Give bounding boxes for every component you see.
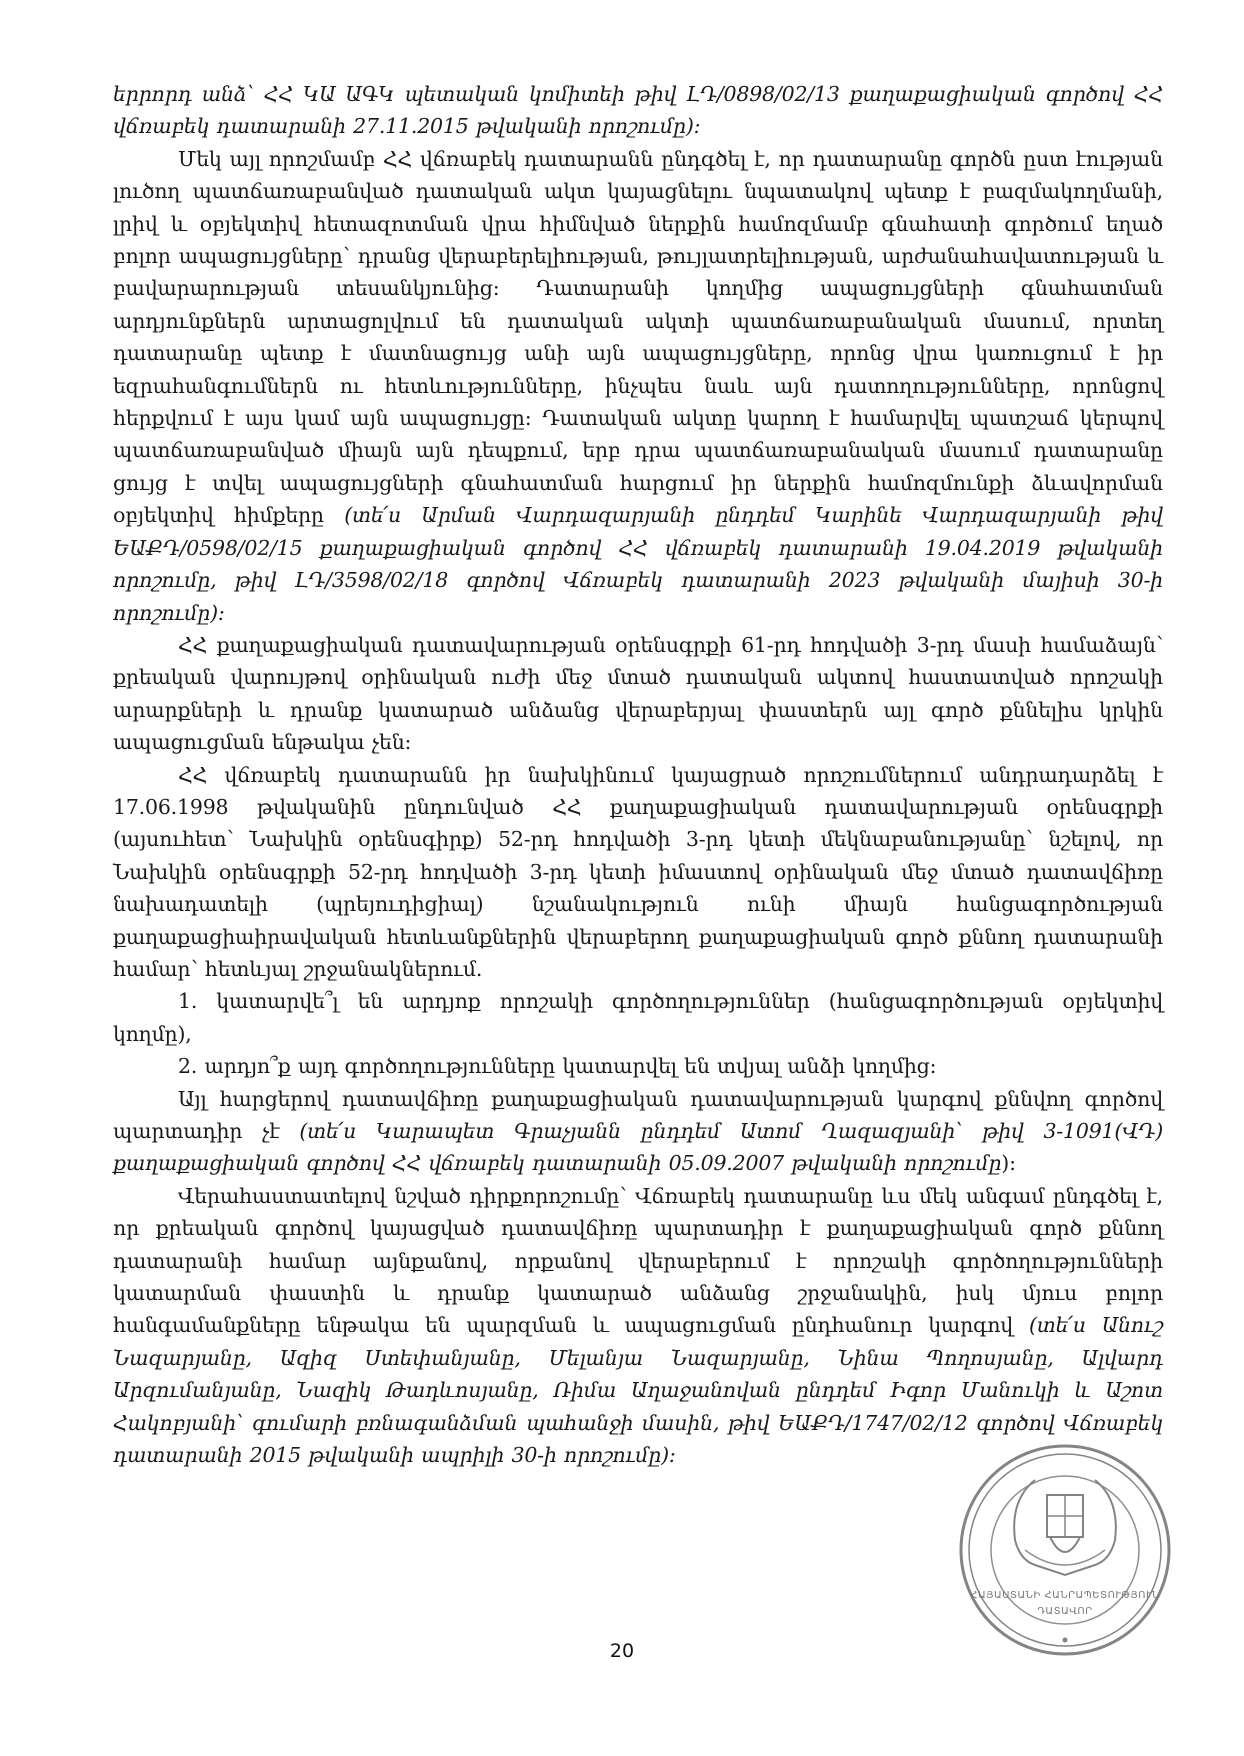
case-citation: (տե՛ս Անուշ Նազարյանը, Ազիզ Ստեփանյանը, Մելանյա Նազարյանը, Նինա Պողոսյանը, Ալվարդ Արզումանյանը, Նազիկ Թադևոսյանը, Ռիմա Աղաջանովան ընդդեմ Իգոր Մանուկի և Աշոտ Հակոբյանի՝ գումարի բռնագանձման պահանջի մասին, թիվ ԵԱՔԴ/1747/02/12 գործով Վճռաբեկ դատարանի 2015 թվականի ապրիլի 30-ի որոշումը): [113,1313,1163,1468]
seal-label-line2: ԴԱՏԱՎՈՐ [1037,1606,1093,1617]
paragraph-other-issues [113,1083,1163,1180]
paragraph-previous-code [113,759,1163,986]
text-run: Մեկ այլ որոշմամբ ՀՀ վճռաբեկ դատարանն ընդգծել է, որ դատարանը գործն ըստ էության լուծող պատճառաբանված դատական ակտ կայացնելու նպատակով պետք է բազմակողմանի, լրիվ և օբյեկտիվ հետազոտման վրա հիմնված ներքին համոզմամբ գնահատի գործում եղած բոլոր ապացույցները՝ դրանց վերաբերելիության, թույլատրելիության, արժանահավատության և բավարարության տեսանկյունից: Դատարանի կողմից ապացույցների գնահատման արդյունքներն արտացոլվում են դատական ակտի պատճառաբանական մասում, որտեղ դատարանը պետք է մատնացույց անի այն ապացույցները, որոնց վրա կառուցում է իր եզրահանգումներն ու հետևությունները, ինչպես նաև այն դատողությունները, որոնցով հերքվում է այս կամ այն ապացույցը: Դատական ակտը կարող է համարվել պատշաճ կերպով պատճառաբանված միայն այն դեպքում, երբ դրա պատճառաբանական մասում դատարանը ցույց է տվել ապացույցների գնահատման հարցում իր ներքին համոզմունքի ձևավորման օբյեկտիվ հիմքերը [113,146,1163,528]
paragraph-article-61 [113,629,1163,759]
seal-label-line1: ՀԱՅԱՍՏԱՆԻ ՀԱՆՐԱՊԵՏՈՒԹՅՈՒՆ [970,1590,1160,1601]
paragraph-continuation [113,78,1163,143]
text-run: Վերահաստատելով նշված դիրքորոշումը՝ Վճռաբեկ դատարանը ևս մեկ անգամ ընդգծել է, որ քրեական գործով կայացված դատավճիռը պարտադիր է քաղաքացիական գործ քննող դատարանի համար այնքանով, որքանով վերաբերում է որոշակի գործողությունների կատարման փաստին և դրանք կատարած անձանց շրջանակին, իսկ մյուս բոլոր հանգամանքները ենթակա են պարզման և ապացուցման ընդհանուր կարգով [113,1183,1163,1338]
page-number: 20 [609,1640,635,1662]
paragraph-evidence-assessment [113,143,1163,629]
text-run: ՀՀ քաղաքացիական դատավարության օրենսգրքի 61-րդ հոդվածի 3-րդ մասի համաձայն՝ քրեական վարույթով օրինական ուժի մեջ մտած դատական ակտով հաստատված որոշակի արարքների և դրանք կատարած անձանց վերաբերյալ փաստերն այլ գործ քննելիս կրկին ապացուցման ենթակա չեն: [113,632,1163,755]
case-citation: (տե՛ս Արման Վարդազարյանի ընդդեմ Կարինե Վարդազարյանի թիվ ԵԱՔԴ/0598/02/15 քաղաքացիական գործով ՀՀ վճռաբեկ դատարանի 19.04.2019 թվականի որոշումը, թիվ ԼԴ/3598/02/18 գործով Վճռաբեկ դատարանի 2023 թվականի մայիսի 30-ի որոշումը): [113,503,1163,625]
text-run: ՀՀ վճռաբեկ դատարանն իր նախկինում կայացրած որոշումներում անդրադարձել է 17.06.1998 թվականին ընդունված ՀՀ քաղաքացիական դատավարության օրենսգրքի (այսուհետ՝ Նախկին օրենսգիրք) 52-րդ հոդվածի 3-րդ կետի մեկնաբանությանը՝ նշելով, որ Նախկին օրենսգրքի 52-րդ հոդվածի 3-րդ կետի իմաստով օրինական մեջ մտած դատավճիռը նախադատելի (պրեյուդիցիալ) նշանակություն ունի միայն հանցագործության քաղաքացիաիրավական հետևանքներին վերաբերող քաղաքացիական գործ քննող դատարանի համար՝ հետևյալ շրջանակներում. [113,762,1163,981]
text-run: 2. արդյո՞ք այդ գործողությունները կատարվել են տվյալ անձի կողմից: [178,1054,937,1079]
text-run: 1. կատարվե՞լ են արդյոք որոշակի գործողություններ (հանցագործության օբյեկտիվ կողմը), [113,989,1163,1046]
text-run: ): [1001,1151,1016,1176]
document-page-body [113,78,1163,1471]
list-item-1 [113,985,1163,1050]
text-run: Այլ հարցերով դատավճիռը քաղաքացիական դատավարության կարգով քննվող գործով պարտադիր չէ [113,1086,1163,1143]
case-citation: (տե՛ս Կարապետ Գրաչյանն ընդդեմ Ատոմ Ղազազյանի՝ թիվ 3-1091(ՎԴ) քաղաքացիական գործով ՀՀ վճռաբեկ դատարանի 05.09.2007 թվականի որոշումը [113,1119,1163,1176]
list-item-2 [113,1050,1163,1082]
case-citation: երրորդ անձ՝ ՀՀ ԿԱ ԱԳԿ պետական կոմիտեի թիվ ԼԴ/0898/02/13 քաղաքացիական գործով ՀՀ վճռաբեկ դատարանի 27.11.2015 թվականի որոշումը): [113,82,1163,139]
paragraph-reaffirmation [113,1180,1163,1472]
